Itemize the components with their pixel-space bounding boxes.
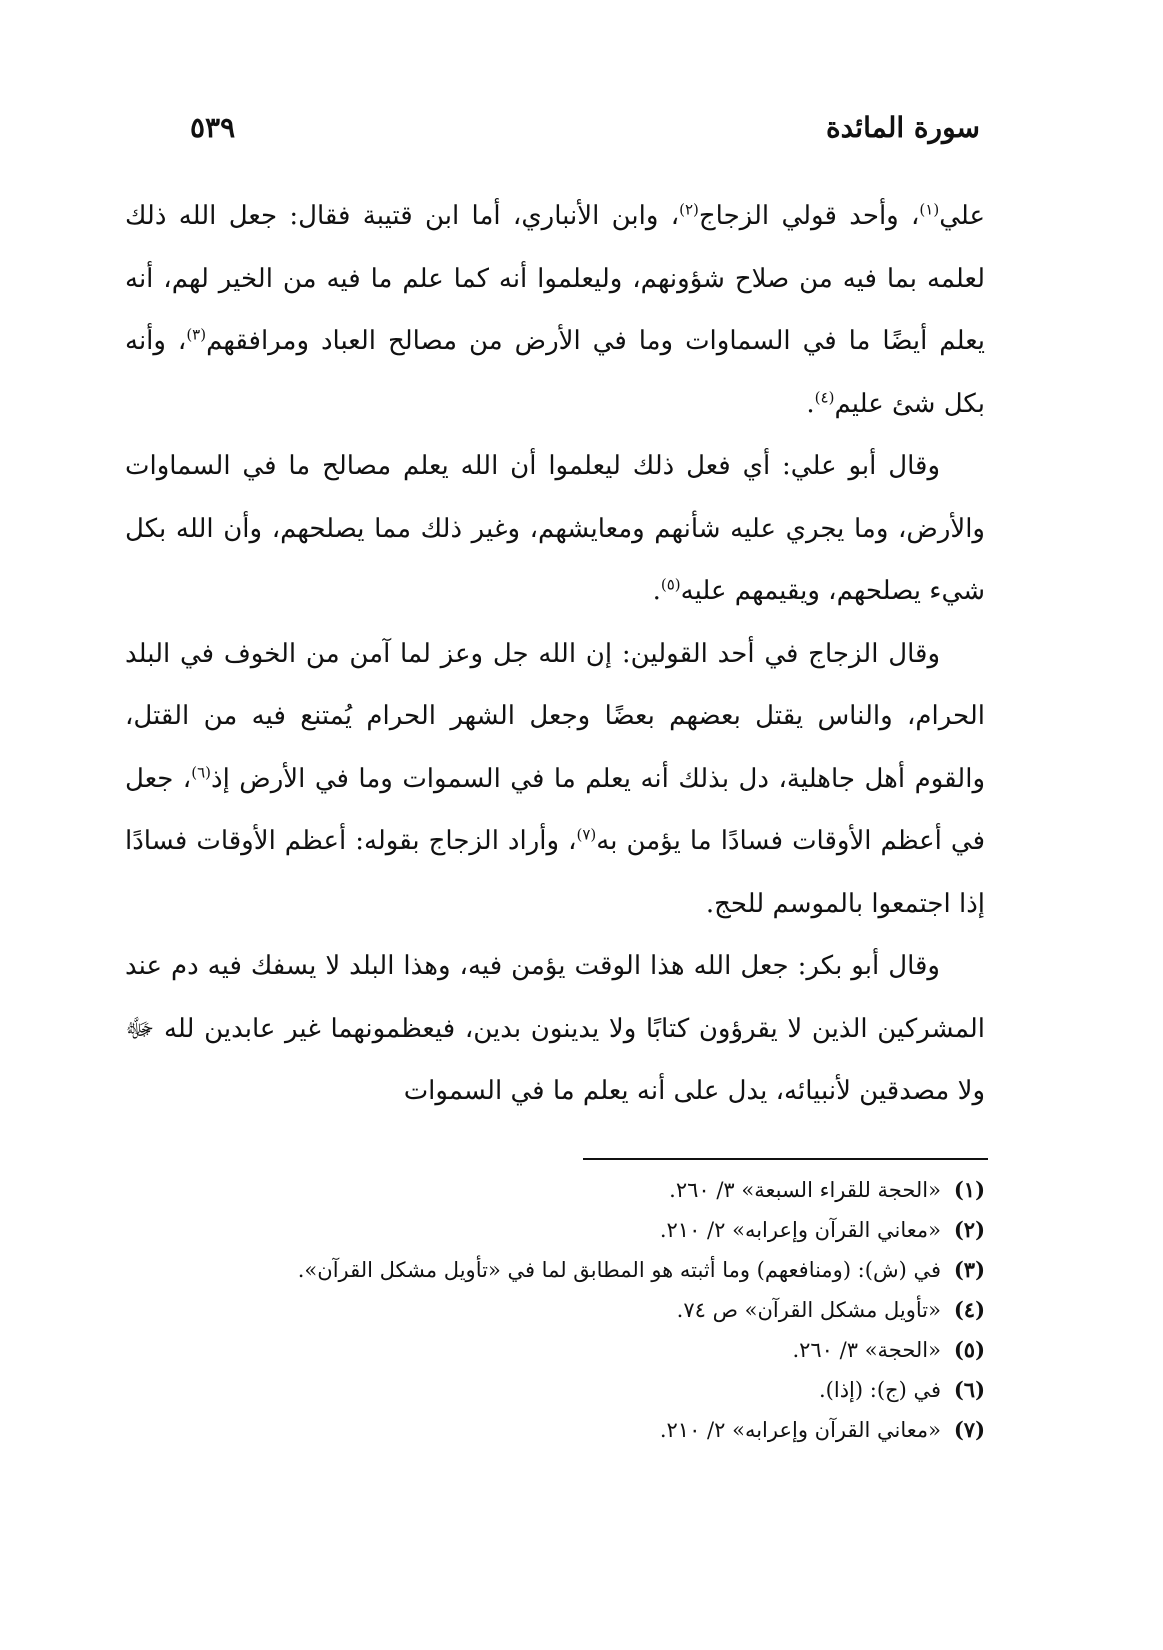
footnote-ref-1: (١) (919, 200, 940, 219)
text-run: وقال الزجاج في أحد القولين: إن الله جل وعز لما آمن من الخوف في البلد الحرام، والناس يقتل بعضهم بعضًا وجعل الشهر الحرام يُمتنع فيه من القتل، والقوم أهل جاهلية، دل بذلك أنه يعلم ما في السموات وما في الأرض إذ (125, 638, 985, 794)
footnote-number: (١) (953, 1177, 985, 1202)
paragraph-1 (125, 185, 985, 435)
text-run: ، وابن الأنباري، أما ابن قتيبة فقال: جعل الله ذلك لعلمه بما فيه من صلاح شؤونهم، وليعلموا أنه كما علم ما فيه من الخير لهم، أنه يعلم أيضًا ما في السماوات وما في الأرض من مصالح العباد ومرافقهم (125, 201, 985, 356)
text-run: ، وأراد الزجاج بقوله: أعظم الأوقات فسادًا إذا اجتمعوا بالموسم للحج. (125, 826, 985, 919)
footnote-6 (125, 1370, 985, 1410)
surah-title: سورة المائدة (825, 111, 980, 144)
text-run: ، جعل في أعظم الأوقات فسادًا ما يؤمن به (125, 763, 986, 856)
text-run: وقال أبو بكر: جعل الله هذا الوقت يؤمن فيه، وهذا البلد لا يسفك فيه دم عند المشركين الذين لا يقرؤون كتابًا ولا يدينون بدين، فيعظمونهما غير عابدين لله ﷻ ولا مصدقين لأنبيائه، يدل على أنه يعلم ما في السموات (125, 951, 985, 1106)
footnote-number: (٣) (953, 1257, 985, 1282)
footnote-ref-3: (٣) (186, 325, 207, 344)
footnote-number: (٥) (953, 1337, 985, 1362)
footnote-text: «الحجة» ٣/ ٢٦٠. (792, 1338, 941, 1362)
footnote-4 (125, 1290, 985, 1330)
footnote-1 (125, 1170, 985, 1210)
paragraph-4 (125, 935, 985, 1123)
footnote-text: في (ج): (إذا). (819, 1378, 941, 1402)
footnote-5 (125, 1330, 985, 1370)
text-run: ، وأحد قولي الزجاج (698, 201, 920, 231)
footnote-text: في (ش): (ومنافعهم) وما أثبته هو المطابق لما في «تأويل مشكل القرآن». (297, 1258, 941, 1282)
footnote-ref-6: (٦) (191, 762, 211, 781)
footnote-number: (٢) (953, 1217, 985, 1242)
footnote-number: (٦) (953, 1377, 985, 1402)
footnote-ref-2: (٢) (679, 200, 699, 219)
main-text (125, 185, 985, 1123)
footnote-ref-5: (٥) (660, 575, 681, 594)
footnote-3 (125, 1250, 985, 1290)
footnote-number: (٧) (953, 1417, 985, 1442)
footnote-text: «الحجة للقراء السبعة» ٣/ ٢٦٠. (669, 1178, 941, 1202)
footnote-ref-4: (٤) (814, 387, 835, 406)
paragraph-2 (125, 435, 985, 623)
page-header (190, 108, 980, 152)
footnote-divider (583, 1158, 988, 1160)
footnotes (125, 1170, 985, 1450)
footnote-ref-7: (٧) (576, 825, 597, 844)
text-run: ، وأنه بكل شئ عليم (125, 326, 985, 419)
text-run: . (806, 388, 815, 419)
text-run: علي (939, 201, 985, 231)
footnote-number: (٤) (953, 1297, 985, 1322)
footnote-text: «معاني القرآن وإعرابه» ٢/ ٢١٠. (659, 1418, 941, 1442)
page-number: ٥٣٩ (190, 111, 236, 144)
footnote-7 (125, 1410, 985, 1450)
footnote-text: «معاني القرآن وإعرابه» ٢/ ٢١٠. (659, 1218, 941, 1242)
footnote-text: «تأويل مشكل القرآن» ص ٧٤. (676, 1298, 941, 1322)
text-run: وقال أبو علي: أي فعل ذلك ليعلموا أن الله يعلم مصالح ما في السماوات والأرض، وما يجري عليه شأنهم ومعايشهم، وغير ذلك مما يصلحهم، وأن الله بكل شيء يصلحهم، ويقيمهم عليه (125, 451, 985, 606)
paragraph-3 (125, 623, 985, 936)
footnote-2 (125, 1210, 985, 1250)
text-run: . (652, 576, 661, 606)
